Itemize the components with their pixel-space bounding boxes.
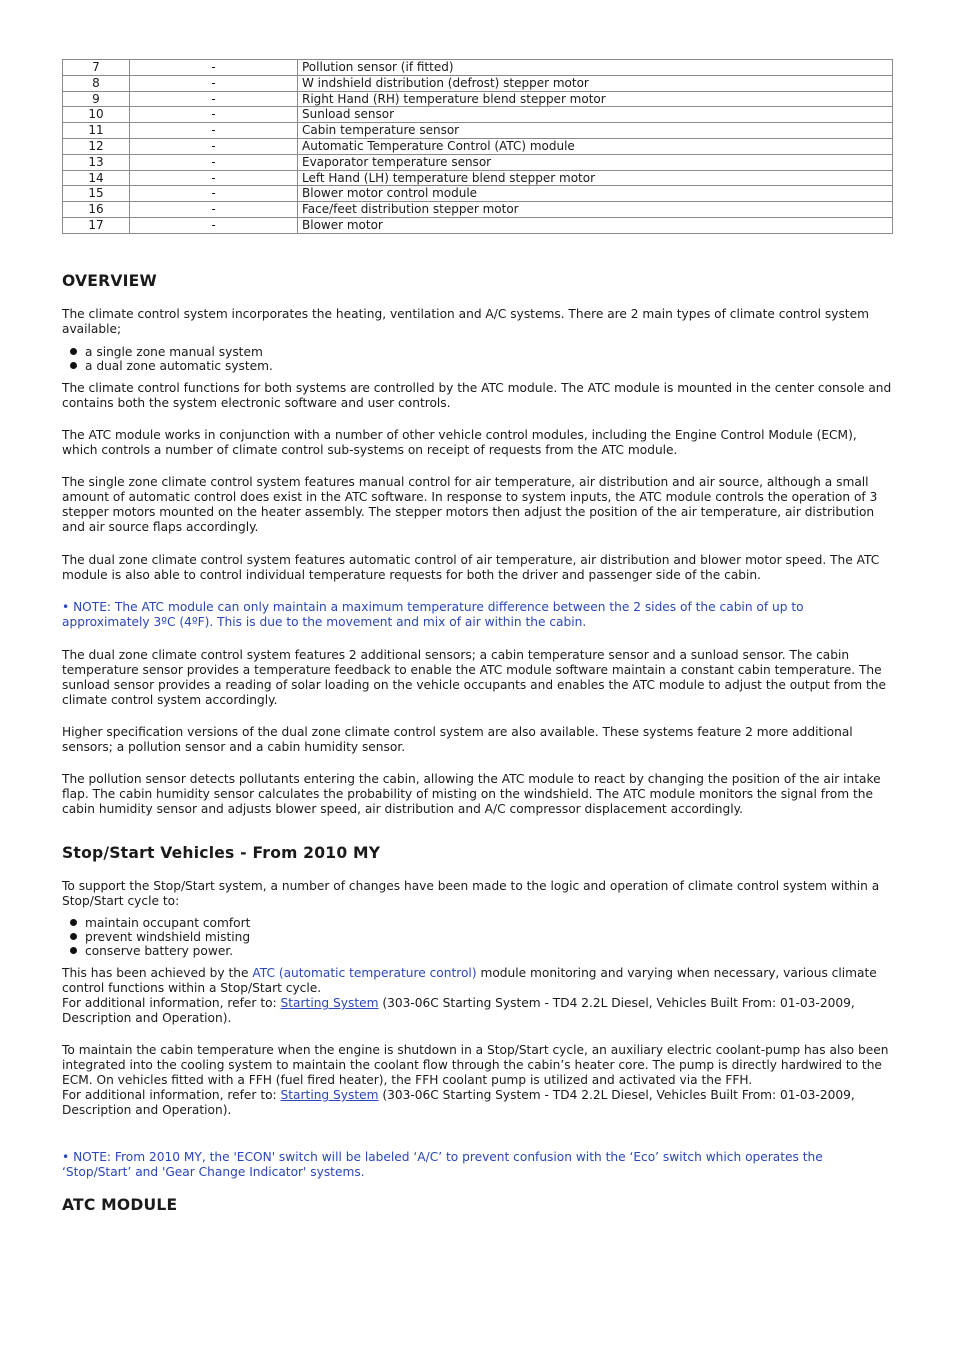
stopstart-achieved-block — [62, 966, 892, 1026]
legend-number: 11 — [63, 123, 130, 139]
legend-number: 9 — [63, 91, 130, 107]
legend-row — [63, 202, 893, 218]
legend-description: Face/feet distribution stepper motor — [298, 202, 893, 218]
overview-p3: The single zone climate control system features manual control for air temperature, air distribution and air source, although a small amount of automatic control does exist in the ATC software. In response to system inputs, the ATC module controls the operation of 3 stepper motors mounted on the heater assembly. The stepper motors then adjust the position of the air temperature, air distribution and air source flaps accordingly. — [62, 475, 878, 534]
stopstart-note-text: • NOTE: From 2010 MY, the 'ECON' switch will be labeled ‘A/C’ to prevent confusion with the ‘Eco’ switch which operates the ‘Stop/Start’ and 'Gear Change Indicator' systems. — [62, 1150, 823, 1179]
text-fragment: (303-06C Starting System - TD4 2.2L Diesel, Vehicles Built From: 01-03-2009, Description and Operation). — [62, 996, 855, 1025]
overview-p1: The climate control functions for both systems are controlled by the ATC module. The ATC module is mounted in the center console and contains both the system electronic software and user controls. — [62, 381, 892, 410]
system-types-list — [62, 345, 892, 373]
stopstart-heading: Stop/Start Vehicles - From 2010 MY — [62, 844, 381, 862]
overview-p7: The pollution sensor detects pollutants entering the cabin, allowing the ATC module to react by changing the position of the air intake flap. The cabin humidity sensor calculates the probability of misting on the windshield. The ATC module monitors the signal from the cabin humidity sensor and adjusts blower speed, air distribution and A/C compressor displacement accordingly. — [62, 772, 881, 816]
overview-intro: The climate control system incorporates the heating, ventilation and A/C systems. There are 2 main types of climate control system available; — [62, 307, 869, 336]
legend-separator: - — [130, 217, 298, 233]
legend-description: Right Hand (RH) temperature blend stepper motor — [298, 91, 893, 107]
legend-row — [63, 123, 893, 139]
legend-row — [63, 91, 893, 107]
legend-row — [63, 217, 893, 233]
overview-paragraph — [62, 428, 892, 458]
system-type-item: a dual zone automatic system. — [62, 359, 892, 373]
stopstart-note — [62, 1150, 892, 1180]
overview-paragraph — [62, 772, 892, 817]
overview-p6: Higher specification versions of the dual zone climate control system are also available. These systems feature 2 more additional sensors; a pollution sensor and a cabin humidity sensor. — [62, 725, 853, 754]
legend-row — [63, 154, 893, 170]
overview-heading-block — [62, 272, 892, 290]
stopstart-reference-1 — [62, 996, 892, 1026]
text-fragment: module monitoring and varying when necessary, various climate control functions within a Stop/Start cycle. — [62, 966, 877, 995]
legend-separator: - — [130, 170, 298, 186]
text-fragment: (303-06C Starting System - TD4 2.2L Diesel, Vehicles Built From: 01-03-2009, Description and Operation). — [62, 1088, 855, 1117]
overview-intro-block — [62, 307, 892, 337]
overview-paragraph — [62, 648, 892, 708]
legend-number: 12 — [63, 138, 130, 154]
legend-description: Left Hand (LH) temperature blend stepper motor — [298, 170, 893, 186]
legend-number: 10 — [63, 107, 130, 123]
overview-p4: The dual zone climate control system features automatic control of air temperature, air distribution and blower motor speed. The ATC module is also able to control individual temperature requests for both the driver and passenger side of the cabin. — [62, 553, 880, 582]
overview-p5: The dual zone climate control system features 2 additional sensors; a cabin temperature sensor and a sunload sensor. The cabin temperature sensor provides a temperature feedback to enable the ATC module software maintain a constant cabin temperature. The sunload sensor provides a reading of solar loading on the vehicle occupants and enables the ATC module to adjust the output from the climate control system accordingly. — [62, 648, 887, 707]
legend-description: Automatic Temperature Control (ATC) module — [298, 138, 893, 154]
stopstart-intro-block — [62, 879, 892, 909]
text-fragment: This has been achieved by the — [62, 966, 253, 980]
goal-item: prevent windshield misting — [62, 930, 892, 944]
legend-number: 13 — [63, 154, 130, 170]
legend-row — [63, 186, 893, 202]
stopstart-achieved — [62, 966, 892, 996]
stopstart-heading-block — [62, 844, 892, 862]
legend-number: 14 — [63, 170, 130, 186]
overview-note-text: • NOTE: The ATC module can only maintain a maximum temperature difference between the 2 sides of the cabin of up to approximately 3ºC (4ºF). This is due to the movement and mix of air within the cabin. — [62, 600, 804, 629]
stopstart-goals-list — [62, 916, 892, 958]
legend-description: Sunload sensor — [298, 107, 893, 123]
legend-number: 8 — [63, 75, 130, 91]
legend-description: W indshield distribution (defrost) stepper motor — [298, 75, 893, 91]
text-fragment: For additional information, refer to: — [62, 996, 281, 1010]
legend-description: Cabin temperature sensor — [298, 123, 893, 139]
legend-separator: - — [130, 138, 298, 154]
legend-row — [63, 170, 893, 186]
legend-separator: - — [130, 123, 298, 139]
legend-separator: - — [130, 60, 298, 76]
atc-term: ATC (automatic temperature control) — [252, 966, 477, 980]
overview-paragraph — [62, 553, 892, 583]
overview-note — [62, 600, 892, 630]
goal-item: maintain occupant comfort — [62, 916, 892, 930]
starting-system-link[interactable]: Starting System — [280, 996, 379, 1010]
goal-item: conserve battery power. — [62, 944, 892, 958]
stopstart-pump-block — [62, 1043, 892, 1118]
atc-heading-block — [62, 1196, 892, 1214]
stopstart-reference-2 — [62, 1088, 892, 1118]
legend-description: Evaporator temperature sensor — [298, 154, 893, 170]
legend-separator: - — [130, 154, 298, 170]
legend-description: Pollution sensor (if fitted) — [298, 60, 893, 76]
overview-paragraph — [62, 475, 892, 535]
legend-number: 17 — [63, 217, 130, 233]
legend-separator: - — [130, 202, 298, 218]
overview-p2: The ATC module works in conjunction with a number of other vehicle control modules, including the Engine Control Module (ECM), which controls a number of climate control sub-systems on receipt of requests from the ATC module. — [62, 428, 857, 457]
legend-number: 7 — [63, 60, 130, 76]
legend-number: 15 — [63, 186, 130, 202]
overview-paragraph — [62, 381, 892, 411]
legend-description: Blower motor — [298, 217, 893, 233]
legend-row — [63, 60, 893, 76]
legend-row — [63, 107, 893, 123]
legend-row — [63, 138, 893, 154]
starting-system-link[interactable]: Starting System — [280, 1088, 379, 1102]
system-type-item: a single zone manual system — [62, 345, 892, 359]
legend-separator: - — [130, 91, 298, 107]
legend-separator: - — [130, 186, 298, 202]
overview-heading: OVERVIEW — [62, 272, 157, 290]
legend-separator: - — [130, 75, 298, 91]
overview-paragraph — [62, 725, 892, 755]
stopstart-pump-text: To maintain the cabin temperature when the engine is shutdown in a Stop/Start cycle, an auxiliary electric coolant-pump has also been integrated into the cooling system to maintain the coolant flow through the cabin’s heater core. The pump is directly hardwired to the ECM. On vehicles fitted with a FFH (fuel fired heater), the FFH coolant pump is utilized and activated via the FFH. — [62, 1043, 889, 1087]
text-fragment: For additional information, refer to: — [62, 1088, 281, 1102]
stopstart-intro: To support the Stop/Start system, a number of changes have been made to the logic and operation of climate control system within a Stop/Start cycle to: — [62, 879, 880, 908]
legend-description: Blower motor control module — [298, 186, 893, 202]
legend-separator: - — [130, 107, 298, 123]
component-legend — [62, 59, 892, 234]
legend-row — [63, 75, 893, 91]
atc-module-heading: ATC MODULE — [62, 1196, 178, 1214]
legend-table — [62, 59, 893, 234]
legend-number: 16 — [63, 202, 130, 218]
